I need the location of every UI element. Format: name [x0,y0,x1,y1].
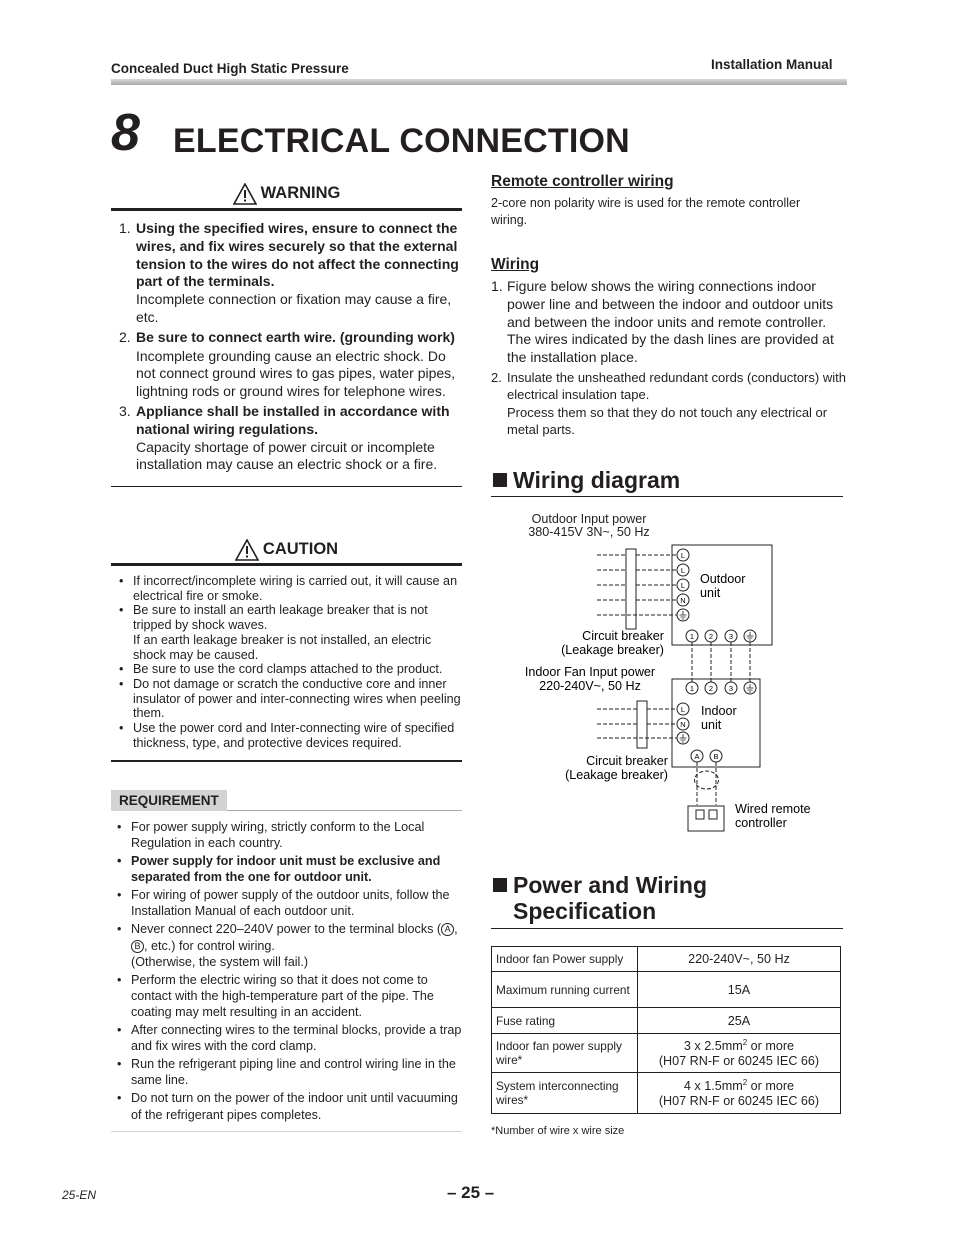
terminal-label: L [680,705,686,714]
warning-item-text: Incomplete connection or fixation may cause a fire, etc. [136,291,452,325]
superscript: 2 [742,1038,748,1048]
spec-value [638,1034,841,1073]
caution-rule [111,563,462,566]
spec-label: System interconnecting wires* [492,1073,638,1114]
terminal-label: 3 [728,684,734,693]
square-bullet-icon [493,878,507,892]
section-rule [491,928,843,929]
requirement-text: Never connect 220–240V power to the terminal blocks ( [131,922,442,937]
table-row [492,1008,841,1034]
spec-value: 220-240V~, 50 Hz [638,947,841,972]
caution-box [111,536,462,762]
warning-item-bold: Appliance shall be installed in accordance with national wiring regulations. [136,402,450,437]
remote-text: 2-core non polarity wire is used for the remote controller wiring. [491,196,801,227]
caution-item: • Do not damage or scratch the conductive core and inner insulator of power and inter-connecting wires when peeling them. [111,677,462,721]
caution-item [111,603,462,662]
requirement-item: • Do not turn on the power of the indoor unit until vacuuming of the refrigerant pipes completes. [111,1090,462,1123]
wiring-list-2 [491,369,847,438]
warning-item [111,220,462,327]
remote-label: Wired remote [735,802,811,816]
caution-item: • Be sure to use the cord clamps attached to the product. [111,662,462,677]
outdoor-power-label: Outdoor Input power [531,512,647,526]
spec-title-line: Power and Wiring [513,872,708,898]
requirement-box [111,790,462,1132]
requirement-item: • Run the refrigerant piping line and control wiring line in the same line. [111,1056,462,1089]
wiring-item-text: Figure below shows the wiring connections indoor power line and between the indoor and outdoor units and between the indoor units and remote controller. The wires indicated by the dash lines are provided at the installation place. [507,278,834,366]
indoor-power-label: Indoor Fan Input power [524,665,656,679]
caution-item-text: If an earth leakage breaker is not installed, an electric shock may be caused. [133,632,432,662]
breaker-label: Circuit breaker [586,754,668,768]
requirement-item: • For wiring of power supply of the outdoor units, follow the Installation Manual of each outdoor unit. [111,887,462,920]
breaker-label: (Leakage breaker) [561,643,664,657]
warning-item [111,329,462,401]
requirement-item: • For power supply wiring, strictly conform to the Local Regulation in each country. [111,819,462,852]
terminal-label: 1 [689,684,695,693]
wiring-item [491,278,847,367]
chapter-number: 8 [111,104,140,162]
item-number: 2. [119,328,131,345]
indoor-power-label: 220-240V~, 50 Hz [539,679,641,693]
warning-item [111,403,462,474]
chapter-title: ELECTRICAL CONNECTION [173,122,630,160]
requirement-list [111,819,462,1123]
manual-type: Installation Manual [711,57,833,72]
table-footnote: *Number of wire x wire size [491,1125,625,1137]
wiring-item-text: Process them so that they do not touch any electrical or metal parts. [507,404,828,437]
terminal-label: L [680,581,686,590]
wiring-item [491,369,847,438]
item-number: 1. [119,220,131,236]
terminal-label: N [680,720,686,729]
spec-table [491,946,841,1114]
warning-icon [233,183,257,205]
section-rule [491,496,843,497]
breaker-label: (Leakage breaker) [565,768,668,782]
spec-label: Maximum running current [492,972,638,1008]
spec-value-text: (H07 RN-F or 60245 IEC 66) [658,1093,820,1108]
table-row [492,972,841,1008]
caution-item: • Use the power cord and Inter-connecting wire of specified thickness, type, and protective devices required. [111,721,462,750]
spec-value [638,1073,841,1114]
caution-heading [111,536,462,563]
warning-heading [111,180,462,207]
item-number: 1. [491,278,503,294]
spec-value-text: 4 x 1.5mm [683,1079,743,1094]
warning-item-bold: Be sure to connect earth wire. (grounding work) [136,328,455,345]
section-title [513,872,707,924]
warning-list [111,220,462,474]
terminal-a-icon: A [441,923,454,936]
requirement-note: (Otherwise, the system will fail.) [131,954,309,969]
circuit-breaker-2 [637,701,647,748]
terminal-label: B [713,752,719,761]
item-number: 3. [119,402,131,419]
caution-item-text: Be sure to install an earth leakage breaker that is not tripped by shock waves. [133,603,428,633]
warning-bottom-rule [111,486,462,487]
requirement-bottom-rule [111,1131,462,1132]
table-row [492,1073,841,1114]
terminal-label: 2 [708,684,714,693]
spec-value: 25A [638,1008,841,1034]
spec-label: Fuse rating [492,1008,638,1034]
requirement-item [111,921,462,970]
section-title: Wiring diagram [513,467,681,493]
spec-label: Indoor fan Power supply [492,947,638,972]
spec-heading [491,872,707,924]
terminal-label: 2 [708,632,714,641]
caution-icon [235,539,259,561]
remote-heading: Remote controller wiring [491,173,674,190]
warning-rule [111,208,462,211]
spec-value-text: (H07 RN-F or 60245 IEC 66) [658,1053,820,1068]
item-number: 2. [491,370,502,385]
requirement-item: • Perform the electric wiring so that it does not come to contact with the high-temperature part of the pipe. The coating may melt resulting in an accident. [111,972,462,1021]
page-code: 25-EN [62,1188,97,1202]
wiring-item-text: Insulate the unsheathed redundant cords (conductors) with electrical insulation tape. [507,370,846,403]
spec-title-line: Specification [513,898,657,924]
outdoor-unit-label: Outdoor [700,572,746,586]
requirement-text: , [454,922,458,937]
terminal-b-icon: B [131,940,144,953]
remote-label: controller [735,816,787,830]
terminal-label: N [680,596,686,605]
spec-value: 15A [638,972,841,1008]
spec-label: Indoor fan power supply wire* [492,1034,638,1073]
spec-value-text: or more [747,1039,795,1054]
warning-item-text: Capacity shortage of power circuit or incomplete installation may cause an electric shock or a fire. [136,438,438,473]
table-row [492,1034,841,1073]
indoor-unit-label: unit [701,718,722,732]
wiring-heading: Wiring [491,256,540,273]
breaker-label: Circuit breaker [582,629,664,643]
requirement-title: REQUIREMENT [111,790,227,811]
terminal-label: 1 [689,632,695,641]
header-bar [111,79,847,85]
requirement-header [111,790,462,811]
warning-title: WARNING [260,184,341,202]
spec-value-text: or more [747,1079,795,1094]
circuit-breaker-1 [626,549,636,629]
terminal-label: 3 [728,632,734,641]
wiring-diagram [491,505,851,845]
indoor-unit-label: Indoor [701,704,737,718]
wiring-list [491,278,847,367]
page-number: – 25 – [447,1183,495,1202]
outdoor-unit-label: unit [700,586,721,600]
doc-title: Concealed Duct High Static Pressure [111,61,349,76]
warning-item-text: Incomplete grounding cause an electric shock. Do not connect ground wires to gas pipes, water pipes, lightning rods or ground wires for telephone wires. [136,347,456,400]
caution-list [111,574,462,750]
caution-item: • If incorrect/incomplete wiring is carried out, it will cause an electrical fire or smoke. [111,574,462,603]
square-bullet-icon [493,473,507,487]
outdoor-power-label: 380-415V 3N~, 50 Hz [528,525,650,539]
caution-bottom-rule [111,760,462,762]
caution-title: CAUTION [262,540,339,558]
wiring-diagram-heading [491,467,680,493]
requirement-item: • After connecting wires to the terminal blocks, provide a trap and fix wires with the cord clamp. [111,1022,462,1055]
spec-value-text: 3 x 2.5mm [683,1039,743,1054]
terminal-label: L [680,551,686,560]
terminal-label: L [680,566,686,575]
requirement-item: • Power supply for indoor unit must be exclusive and separated from the one for outdoor unit. [111,853,462,886]
requirement-text: , etc.) for control wiring. [144,938,275,953]
warning-box [111,180,462,487]
warning-item-bold: Using the specified wires, ensure to connect the wires, and fix wires securely so that the external tension to the wires do not affect the connecting part of the terminals. [136,220,459,290]
remote-controller-icon [688,806,724,831]
superscript: 2 [742,1078,748,1088]
table-row [492,947,841,972]
terminal-label: A [694,752,700,761]
